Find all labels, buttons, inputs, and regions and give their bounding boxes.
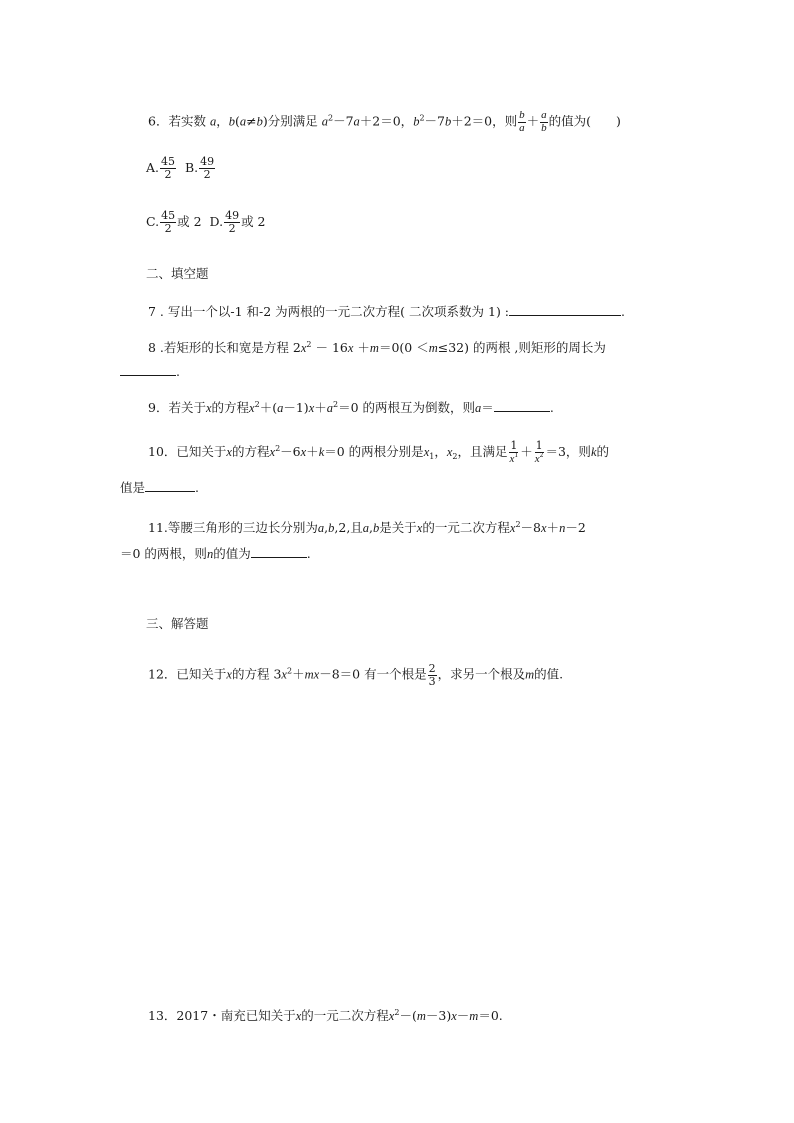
question-11-line2: ＝0 的两根，则n的值为 . bbox=[120, 546, 311, 561]
fraction-2-over-3: $\frac{2}{3}$ bbox=[428, 662, 436, 688]
question-6: 6．若实数 a，b(a≠b)分别满足 $a^2-7a+2=0$，$b^2-7b+2=0$，则 $\frac{b}{a}$ ＋ $\frac{a}{b}$ 的值为( ) bbox=[148, 109, 621, 134]
answer-blank[interactable] bbox=[120, 364, 176, 376]
answer-blank[interactable] bbox=[251, 546, 307, 558]
question-13: 13．2017・南充已知关于x的一元二次方程$x^2-(m-3)x-m=0$. bbox=[148, 1008, 503, 1023]
fraction-1-over-x2: $\frac{1}{x^2}$ bbox=[534, 439, 544, 465]
question-10: 10．已知关于x的方程$x^2-6x+k=0$ 的两根分别是$x_1$，$x_2$，且满足 $\frac{1}{x^1}$ ＋ $\frac{1}{x^2}$ ＝3，则k的 bbox=[148, 439, 610, 465]
fraction-a-over-b: $\frac{a}{b}$ bbox=[541, 109, 547, 134]
option-a: A. $\frac{45}{2}$ bbox=[146, 155, 176, 181]
option-d: D. $\frac{49}{2}$ 或 2 bbox=[209, 209, 266, 235]
question-9: 9．若关于x的方程$x^2+(a-1)x+a^2=0$ 的两根互为倒数，则a＝ . bbox=[148, 400, 554, 415]
section-fill-in-title: 二、填空题 bbox=[146, 266, 209, 281]
fraction-1-over-x1: $\frac{1}{x^1}$ bbox=[509, 439, 519, 465]
option-b: B. $\frac{49}{2}$ bbox=[185, 155, 215, 181]
question-12: 12．已知关于x的方程 $3x^2+mx-8=0$ 有一个根是 $\frac{2}{3}$ ，求另一个根及m的值. bbox=[148, 662, 564, 688]
answer-blank[interactable] bbox=[509, 304, 621, 316]
section-answer-title: 三、解答题 bbox=[146, 616, 209, 631]
answer-blank[interactable] bbox=[494, 400, 550, 412]
answer-blank[interactable] bbox=[145, 480, 195, 492]
option-c: C. $\frac{45}{2}$ 或 2 bbox=[146, 209, 202, 235]
fraction-b-over-a: $\frac{b}{a}$ bbox=[519, 109, 525, 134]
question-8: 8 .若矩形的长和宽是方程 $2x^2 - 16x +m=0(0 <m\le 32)$ 的两根 ,则矩形的周长为 bbox=[148, 340, 606, 355]
q6-options-ab bbox=[146, 156, 216, 180]
q6-number: 6． bbox=[148, 113, 169, 129]
question-11: 11.等腰三角形的三边长分别为a,b,2,且a,b是关于x的一元二次方程$x^2-8x+n-2$ bbox=[148, 520, 586, 535]
question-10-line2: 值是 . bbox=[120, 480, 199, 495]
q6-options-cd bbox=[146, 210, 266, 234]
question-7: 7 . 写出一个以-1 和-2 为两根的一元二次方程( 二次项系数为 1) : . bbox=[148, 304, 625, 319]
question-8-line2: . bbox=[120, 364, 180, 379]
